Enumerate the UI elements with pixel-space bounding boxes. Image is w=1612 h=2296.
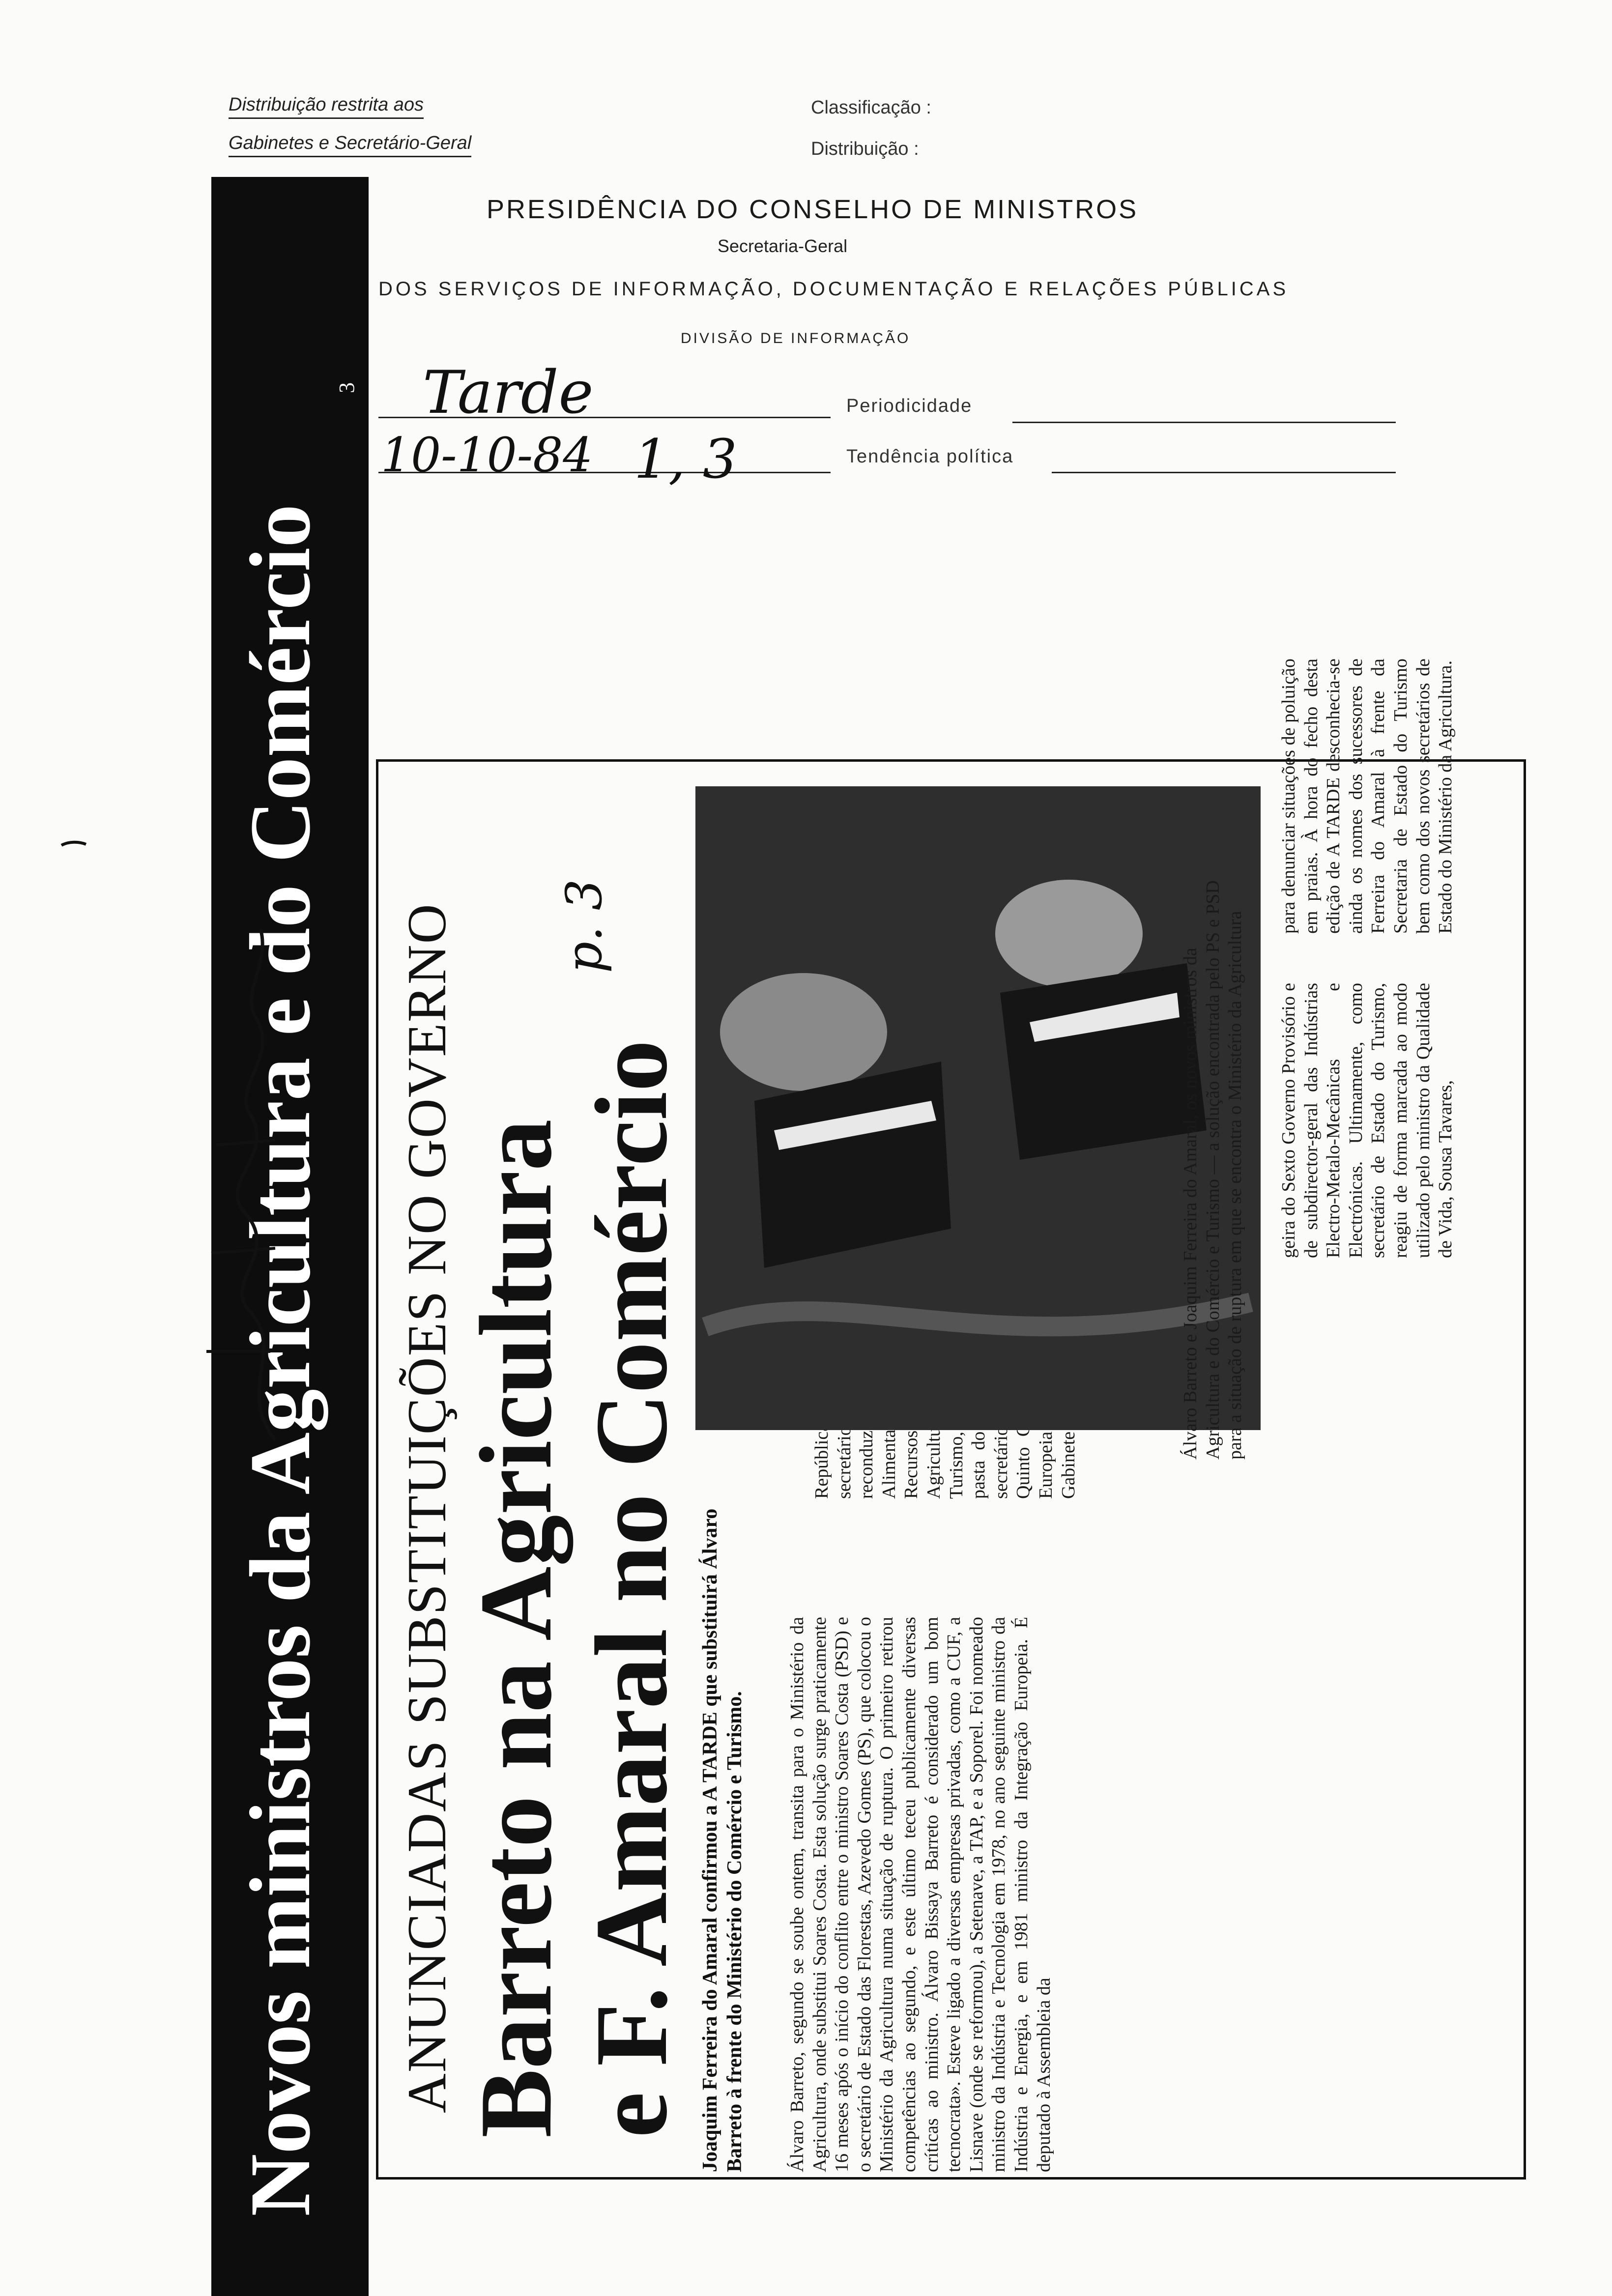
- article-col-3: geira do Sexto Governo Provisório e de subdirector-geral das Indústrias Electro-Metalo-Mecânicas e Electrónicas. Ultimamente, como secretário de Estado do Turismo, reagiu de forma marcada ao modo utilizado pelo ministro da Qualidade de Vida, Sousa Tavares,: [1278, 983, 1456, 1258]
- handwritten-source: Tarde: [423, 359, 594, 427]
- headline-line1: Barreto na Agricultura: [459, 1119, 573, 2138]
- classificacao-label: Classificação :: [811, 97, 931, 118]
- distribution-note-line1: Distribuição restrita aos: [229, 94, 424, 119]
- photo-caption: Álvaro Barreto e Joaquim Ferreira do Amaral, os novos ministros da Agricultura e do Comércio e Turismo — a solução encontrada pelo PS e PSD para a situação de ruptura em que se encontra o Ministério da Agricultura: [1180, 880, 1246, 1460]
- distribution-note-line2: Gabinetes e Secretário-Geral: [229, 133, 471, 157]
- org-division: DIVISÃO DE INFORMAÇÃO: [681, 330, 911, 346]
- tendencia-line: [1052, 472, 1396, 473]
- tendencia-label: Tendência política: [846, 446, 1014, 467]
- distribuicao-label: Distribuição :: [811, 139, 919, 159]
- handwritten-page: 1, 3: [634, 428, 737, 490]
- org-subtitle: Secretaria-Geral: [718, 236, 848, 256]
- headline-line2: e F. Amaral no Comércio: [575, 1040, 689, 2138]
- margin-dash-mark: [59, 835, 88, 850]
- handwritten-date: 10-10-84: [381, 428, 593, 483]
- article-kicker: ANUNCIADAS SUBSTITUIÇÕES NO GOVERNO: [397, 903, 458, 2113]
- article-col-4: para denunciar situações de poluição em praias. À hora do fecho desta edição de A TARDE desconhecia-se ainda os nomes dos sucessores de Ferreira do Amaral à frente da Secretaria de Estado do Turismo bem como dos novos secretários de Estado do Ministério da Agricultura.: [1278, 659, 1456, 934]
- article-lead: Joaquim Ferreira do Amaral confirmou a A TARDE que substituirá Álvaro Barreto à frente do Ministério do Comércio e Turismo.: [699, 1508, 747, 2172]
- banner-title: Novos ministros da Agricultura e do Comércio: [232, 504, 328, 2216]
- banner-page-number: 3: [335, 382, 359, 393]
- periodicidade-line: [1012, 422, 1396, 423]
- periodicidade-label: Periodicidade: [846, 396, 973, 416]
- article-col-1: Álvaro Barreto, segundo se soube ontem, transita para o Ministério da Agricultura, onde substitui Soares Costa. Esta solução surge praticamente 16 meses após o início do conflito entre o ministro Soares Costa (PSD) e o secretário de Estado das Florestas, Azevedo Gomes (PS), que colocou o Ministério da Agricultura numa situação de ruptura. O primeiro retirou competências ao segundo, e este último teceu publicamente diversas críticas ao ministro. Álvaro Bissaya Barreto é considerado um bom tecnocrata». Esteve ligado a diversas empresas privadas, como a CUF, a Lisnave (onde se reformou), a Setenave, a TAP, e a Soporel. Foi nomeado ministro da Indústria e Tecnologia em 1978, no ano seguinte ministro da Indústria e Energia, e em 1981 ministro da Integração Europeia. É deputado à Assembleia da: [787, 1617, 1054, 2172]
- org-title: PRESIDÊNCIA DO CONSELHO DE MINISTROS: [487, 195, 1139, 224]
- handwritten-margin-scribble: [177, 909, 305, 1450]
- handwritten-page-mark: p. 3: [555, 879, 613, 973]
- article-photo: [695, 786, 1261, 1430]
- org-department: DOS SERVIÇOS DE INFORMAÇÃO, DOCUMENTAÇÃO E RELAÇÕES PÚBLICAS: [378, 278, 1289, 300]
